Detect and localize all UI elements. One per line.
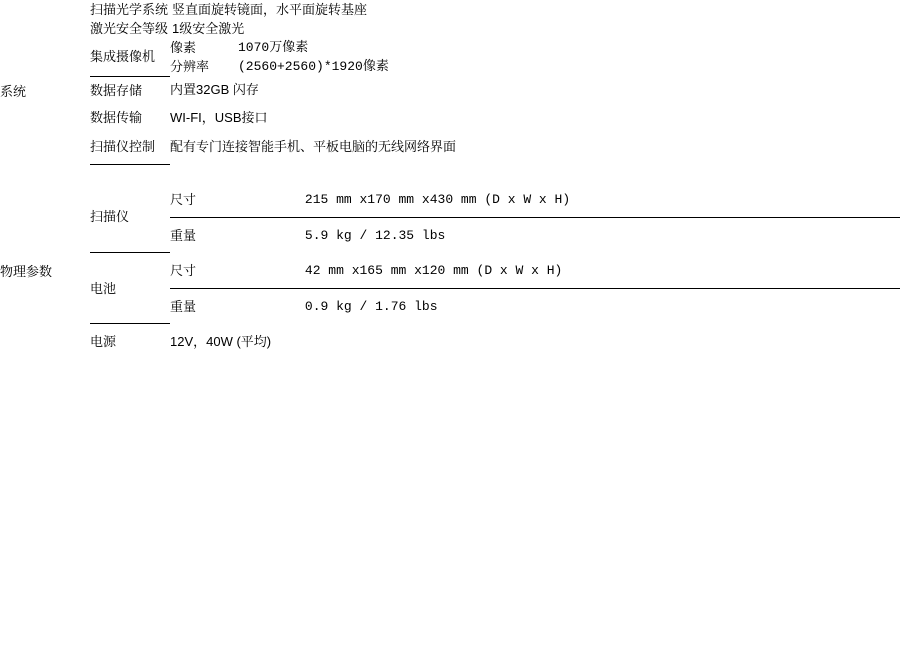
sub-value-size: 42 mm x165 mm x120 mm (D x W x H) — [304, 262, 563, 278]
table-row — [0, 182, 900, 253]
table-row — [0, 131, 900, 162]
row-label-text: 数据存储 — [90, 82, 143, 98]
row-label-text: 激光安全等级 — [90, 21, 169, 36]
table-row — [0, 76, 900, 104]
spacer-row — [0, 168, 900, 182]
row-label-text: 电源 — [90, 334, 117, 349]
row-label-text: 集成摄像机 — [90, 49, 156, 65]
row-value-power — [170, 324, 900, 360]
sub-value-resolution: (2560+2560)*1920像素 — [238, 59, 389, 74]
sub-label-size: 尺寸 — [170, 262, 197, 278]
row-label-scanner — [90, 182, 170, 253]
battery-sub-table — [170, 253, 900, 324]
table-row — [0, 324, 900, 360]
row-value-storage — [170, 76, 900, 104]
row-label-text: 扫描仪控制 — [90, 138, 156, 154]
sub-label-size: 尺寸 — [170, 191, 197, 207]
table-row — [0, 253, 900, 324]
row-value-text: 1级安全激光 — [172, 21, 245, 36]
row-value-text: 竖直面旋转镜面，水平面旋转基座 — [172, 2, 368, 17]
horizontal-rule — [90, 164, 170, 165]
row-label-camera — [90, 38, 170, 76]
row-value-laser-safety — [170, 19, 900, 38]
sub-label-weight: 重量 — [170, 217, 305, 253]
sub-row — [170, 217, 900, 253]
table-row — [0, 0, 900, 19]
row-label-storage — [90, 76, 170, 104]
row-label-battery — [90, 253, 170, 324]
table-row — [0, 104, 900, 131]
row-label-text: 数据传输 — [90, 109, 143, 125]
row-label-optical-system — [90, 0, 170, 19]
sub-label-weight: 重量 — [170, 288, 305, 324]
row-label-text: 扫描光学系统 — [90, 2, 169, 17]
sub-row — [170, 38, 900, 57]
sub-row — [170, 57, 900, 76]
spacer-cell — [90, 168, 170, 182]
row-label-laser-safety — [90, 19, 170, 38]
camera-sub-table — [170, 38, 900, 76]
row-label-scanner-control — [90, 131, 170, 162]
row-value-scanner — [170, 182, 900, 253]
sub-value-size: 215 mm x170 mm x430 mm (D x W x H) — [304, 191, 571, 207]
sub-value-weight: 0.9 kg / 1.76 lbs — [305, 288, 900, 324]
row-label-text: 扫描仪 — [90, 209, 130, 225]
row-label-text: 电池 — [90, 280, 117, 296]
sub-row — [170, 182, 900, 218]
scanner-sub-table — [170, 182, 900, 253]
sub-label-resolution: 分辨率 — [170, 59, 210, 74]
row-value-battery — [170, 253, 900, 324]
table-row — [0, 38, 900, 76]
row-value-transfer — [170, 104, 900, 131]
group-label-physical: 物理参数 — [0, 263, 53, 279]
row-value-text: 配有专门连接智能手机、平板电脑的无线网络界面 — [170, 138, 457, 154]
row-label-transfer — [90, 104, 170, 131]
row-value-text: 12V，40W (平均) — [170, 333, 272, 349]
table-row — [0, 19, 900, 38]
row-value-camera — [170, 38, 900, 76]
row-value-text: WI-FI，USB接口 — [170, 109, 268, 125]
sub-value-weight: 5.9 kg / 12.35 lbs — [305, 217, 900, 253]
row-label-power — [90, 324, 170, 360]
sub-value-pixels: 1070万像素 — [238, 40, 309, 55]
sub-row — [170, 288, 900, 324]
row-value-scanner-control — [170, 131, 900, 162]
group-label-system: 系统 — [0, 84, 27, 100]
sub-row — [170, 253, 900, 289]
spacer-cell — [170, 168, 900, 182]
row-value-text: 内置32GB 闪存 — [170, 82, 259, 98]
row-value-optical-system — [170, 0, 900, 19]
group-label-cell — [0, 0, 90, 182]
sub-label-pixels: 像素 — [170, 40, 197, 55]
group-label-cell — [0, 182, 90, 360]
